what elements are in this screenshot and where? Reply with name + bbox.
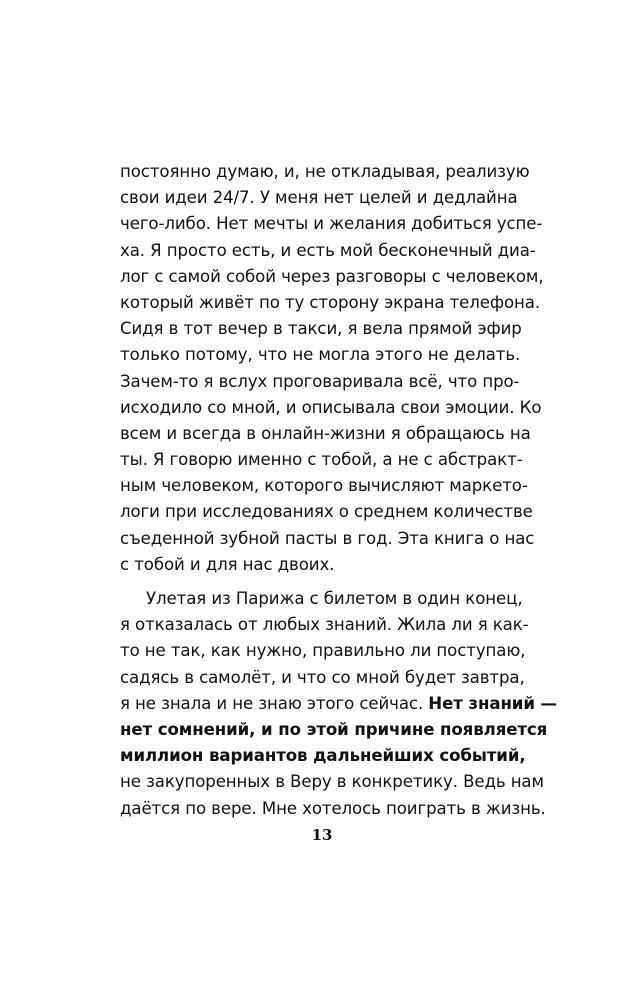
body-text: [120, 159, 558, 822]
text-line: Сидя в тот вечер в такси, я вела прямой эфир: [120, 319, 522, 339]
text-line: Зачем-то я вслух проговаривала всё, что про-: [120, 371, 520, 391]
text-line: свои идеи 24/7. У меня нет целей и дедлайна: [120, 188, 518, 208]
bold-text-line: миллион вариантов дальнейших событий,: [120, 746, 526, 766]
page-number: 13: [311, 826, 333, 844]
text-line: всем и всегда в онлайн-жизни я обращаюсь на: [120, 423, 531, 443]
text-line: садясь в самолёт, и что со мной будет завтра,: [120, 667, 525, 687]
text-line: съеденной зубной пасты в год. Эта книга о нас: [120, 528, 535, 548]
text-line: даётся по вере. Мне хотелось поиграть в жизнь.: [120, 798, 546, 818]
text-line: постоянно думаю, и, не откладывая, реализую: [120, 162, 530, 181]
bold-text: Нет знаний —: [428, 693, 558, 713]
text-line: ха. Я просто есть, и есть мой бесконечный диа-: [120, 240, 536, 260]
text-line: с тобой и для нас двоих.: [120, 554, 335, 574]
text-line-mixed: [120, 691, 558, 717]
text-line: Улетая из Парижа с билетом в один конец,: [146, 589, 523, 608]
regular-text: я не знала и не знаю этого сейчас.: [120, 693, 429, 713]
text-line: исходило со мной, и описывала свои эмоции. Ко: [120, 397, 542, 417]
text-line: ты. Я говорю именно с тобой, а не с абстракт-: [120, 450, 523, 470]
text-line: который живёт по ту сторону экрана телефона.: [120, 292, 541, 312]
text-line: ным человеком, которого вычисляют маркето-: [120, 476, 528, 496]
text-line: я отказалась от любых знаний. Жила ли я как-: [120, 615, 529, 635]
text-line: лог с самой собой через разговоры с человеком,: [120, 266, 544, 286]
bold-text-line: нет сомнений, и по этой причине появляется: [120, 719, 548, 739]
text-line: только потому, что не могла этого не делать.: [120, 345, 521, 365]
text-line: не закупоренных в Веру в конкретику. Ведь нам: [120, 772, 544, 792]
text-line: то не так, как нужно, правильно ли поступаю,: [120, 641, 526, 661]
text-line: чего-либо. Нет мечты и желания добиться успе-: [120, 214, 543, 234]
text-line: логи при исследованиях о среднем количестве: [120, 502, 533, 522]
